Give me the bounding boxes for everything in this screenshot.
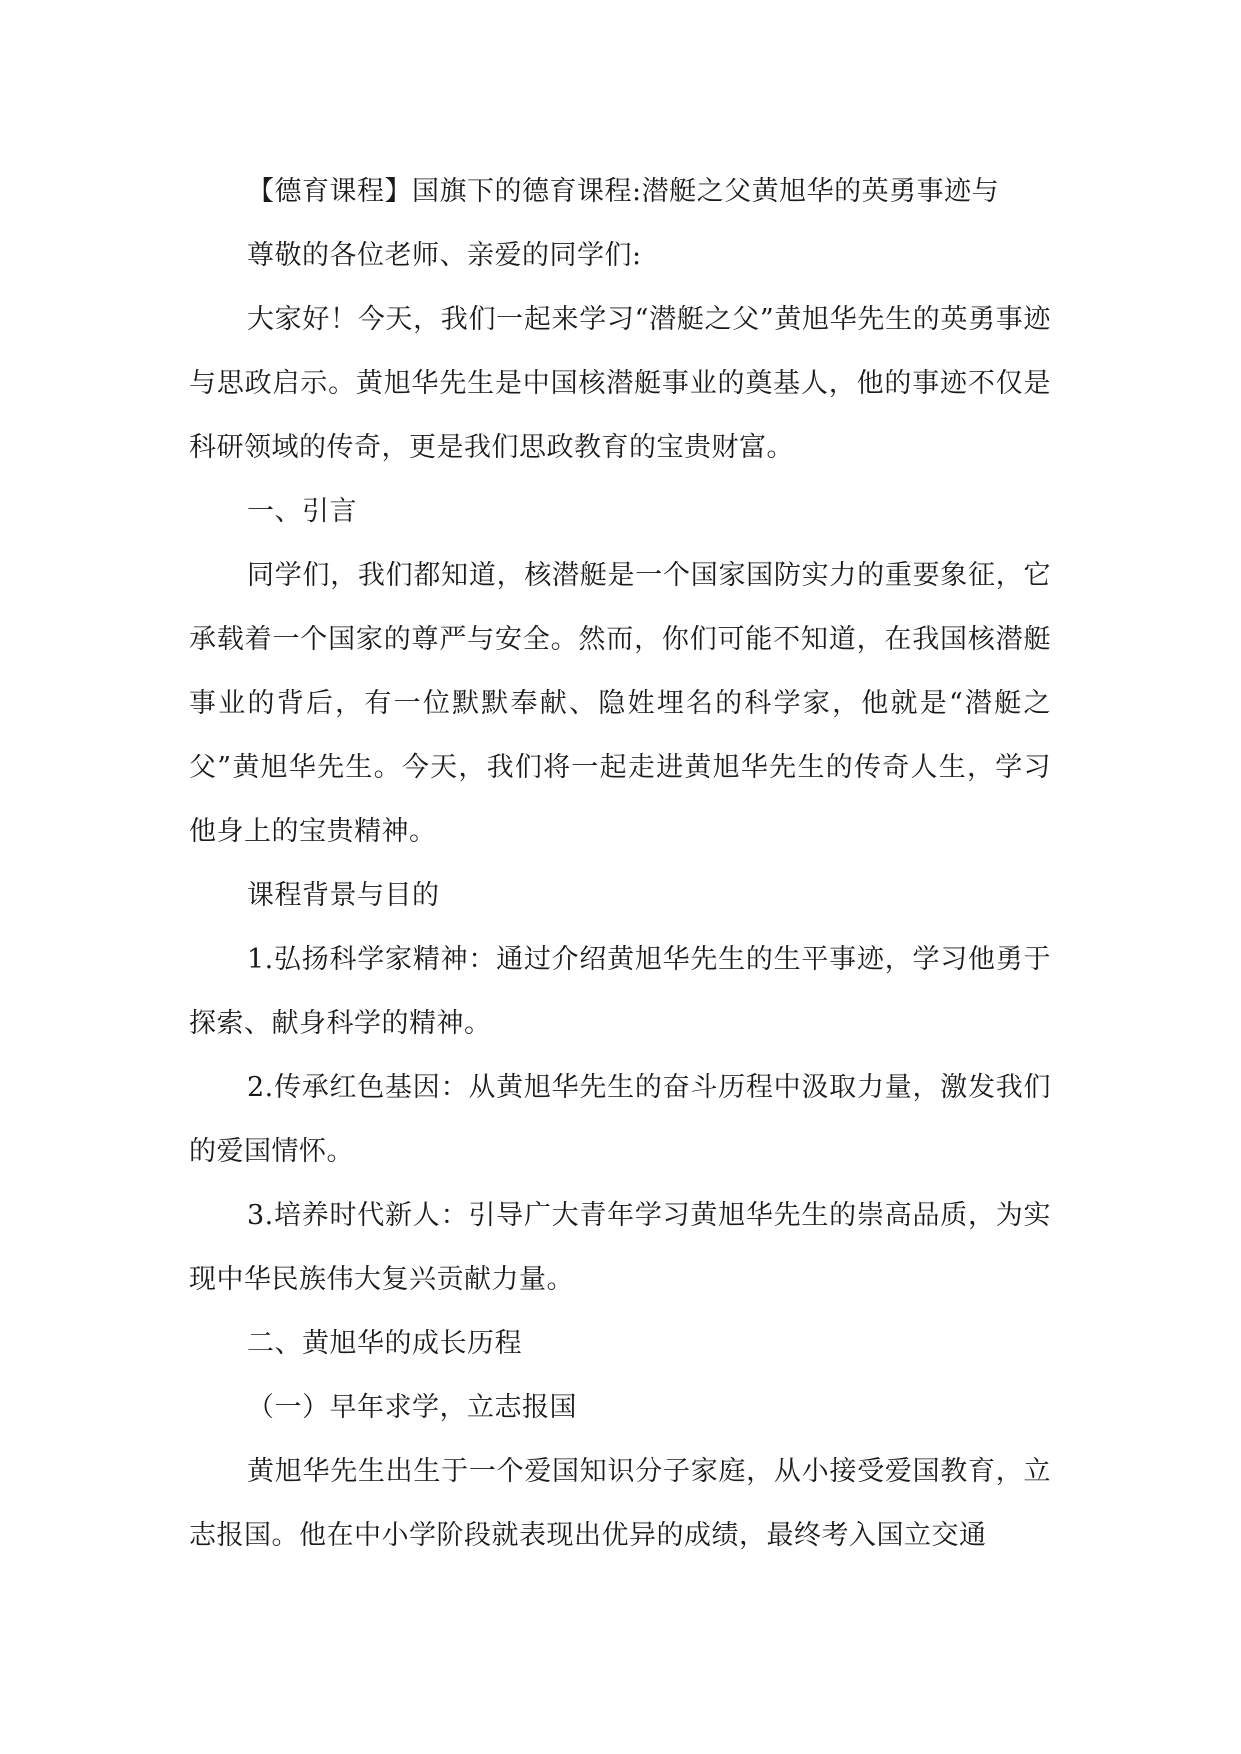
document-body: [189, 160, 1051, 1568]
intro-paragraph: 大家好！今天，我们一起来学习“潜艇之父”黄旭华先生的英勇事迹与思政启示。黄旭华先生是中国核潜艇事业的奠基人，他的事迹不仅是科研领域的传奇，更是我们思政教育的宝贵财富。: [189, 304, 1051, 463]
section-heading-growth: 二、黄旭华的成长历程: [247, 1328, 522, 1359]
goal-item-3: 3.培养时代新人：引导广大青年学习黄旭华先生的崇高品质，为实现中华民族伟大复兴贡献力量。: [189, 1200, 1051, 1295]
salutation: 尊敬的各位老师、亲爱的同学们:: [247, 240, 642, 271]
subsection-heading-early-study: （一）早年求学，立志报国: [247, 1392, 577, 1423]
goal-item-2: 2.传承红色基因：从黄旭华先生的奋斗历程中汲取力量，激发我们的爱国情怀。: [189, 1072, 1051, 1167]
early-study-paragraph: 黄旭华先生出生于一个爱国知识分子家庭，从小接受爱国教育，立志报国。他在中小学阶段就表现出优异的成绩，最终考入国立交通: [189, 1456, 1051, 1551]
document-title: 【德育课程】国旗下的德育课程:潜艇之父黄旭华的英勇事迹与: [247, 176, 1000, 207]
section-heading-background: 课程背景与目的: [247, 880, 440, 911]
goal-item-1: 1.弘扬科学家精神：通过介绍黄旭华先生的生平事迹，学习他勇于探索、献身科学的精神。: [189, 944, 1051, 1039]
section-heading-introduction: 一、引言: [247, 496, 357, 527]
introduction-paragraph: 同学们，我们都知道，核潜艇是一个国家国防实力的重要象征，它承载着一个国家的尊严与安全。然而，你们可能不知道，在我国核潜艇事业的背后，有一位默默奉献、隐姓埋名的科学家，他就是“潜艇之父”黄旭华先生。今天，我们将一起走进黄旭华先生的传奇人生，学习他身上的宝贵精神。: [189, 560, 1051, 847]
